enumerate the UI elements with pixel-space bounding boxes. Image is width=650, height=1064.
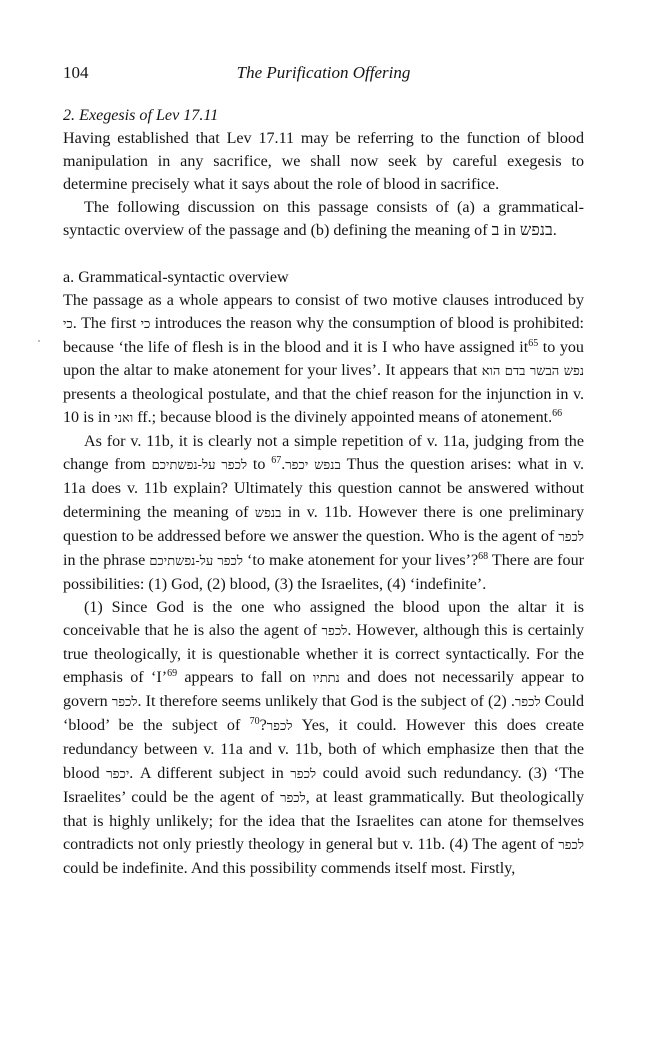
footnote-ref: 65	[528, 337, 539, 349]
paragraph-motive-clauses: The passage as a whole appears to consist of two motive clauses introduced by כי. The first כי introduces the reason why the consumption of blood is prohibited: because ‘the life of flesh is in the blood and it is I who have assigned $it^{65}$ to you upon the altar to make atonement for your lives’. It appears that נפש הבשר בדם הוא presents a theological postulate, and that the chief reason for the injunction in v. 10 is in ואני ff.; because blood is the divinely appointed means of atonement.$^{66}$	[63, 291, 584, 427]
hebrew-term: לכפר על-נפשתיכם	[151, 458, 248, 474]
hebrew-term: כי	[140, 316, 151, 332]
paragraph-agent-options: (1) Since God is the one who assigned the blood upon the altar it is conceivable that he is also the agent of לכפר. However, although this is certainly true theologically, it is questionable whether it is correct syntactically. For the emphasis of ‘I’$^{69}$ appears to fall on נתתיו and does not necessarily appear to govern לכפר. It therefore seems unlikely that God is the subject of לכפר. (2) Could ‘blood’ be the subject of לכפר?$^{70}$ Yes, it could. However this does create redundancy between v. 11a and v. 11b, both of which emphasize then that the blood יכפר. A different subject in לכפר could avoid such redundancy. (3) ‘The Israelites’ could be the agent of לכפר, at least grammatically. But theologically that is highly unlikely; for the idea that the Israelites can atone for themselves contradicts not only priestly theology in general but v. 11b. (4) The agent of לכפר could be indefinite. And this possibility commends itself most. Firstly,	[63, 598, 585, 877]
hebrew-term: נתתיו	[312, 671, 340, 687]
running-title: The Purification Offering	[236, 63, 411, 82]
hebrew-term: לכפר	[290, 766, 317, 782]
book-page	[63, 58, 584, 880]
hebrew-term: נפש הבשר בדם הוא	[481, 363, 584, 379]
footnote-ref: 70	[249, 716, 260, 728]
section-number: 2.	[63, 107, 76, 124]
section-gap	[63, 243, 584, 266]
page-number: 104	[63, 63, 89, 82]
hebrew-term: לכפר	[321, 623, 348, 639]
section-heading	[63, 104, 584, 127]
hebrew-term: לכפר	[266, 719, 293, 735]
scan-speck	[38, 340, 40, 342]
hebrew-term: בנפש יכפר	[285, 458, 341, 474]
paragraph-outline: The following discussion on this passage consists of (a) a grammatical-syntactic overview of the passage and (b) defining the meaning of ב in בנפש.	[63, 199, 584, 240]
hebrew-term: ואני	[114, 411, 134, 427]
footnote-ref: 67	[271, 455, 282, 467]
paragraph-v11b: As for v. 11b, it is clearly not a simple repetition of v. 11a, judging from the change from לכפר על-נפשתיכם to בנפש יכפר.$^{67}$ Thus the question arises: what in v. 11a does v. 11b explain? Ultimately this question cannot be answered without determining the meaning of בנפש in v. 11b. However there is one preliminary question to be addressed before we answer the question. Who is the agent of לכפר in the phrase לכפר על-נפשתיכם ‘to make atonement for your lives’?$^{68}$ There are four possibilities: (1) God, (2) blood, (3) the Israelites, (4) ‘indefinite’.	[63, 433, 584, 593]
footnote-ref: 68	[478, 550, 489, 562]
hebrew-term: לכפר על-נפשתיכם	[149, 553, 243, 569]
hebrew-term: לכפר	[514, 695, 541, 711]
hebrew-term: לכפר	[111, 695, 138, 711]
paragraph-intro: Having established that Lev 17.11 may be referring to the function of blood manipulation in any sacrifice, we shall now seek by careful exegesis to determine precisely what it says about the role of blood in sacrifice.	[63, 130, 584, 194]
hebrew-term: יכפר	[106, 766, 130, 782]
footnote-ref: 69	[167, 668, 178, 680]
running-head	[63, 58, 584, 88]
hebrew-term: לכפר	[280, 790, 306, 806]
subsection-heading: a. Grammatical-syntactic overview	[63, 268, 289, 286]
hebrew-term: לכפר	[558, 837, 584, 853]
hebrew-term: כי	[63, 316, 73, 332]
hebrew-term: בנפש	[254, 505, 282, 521]
body-text	[63, 104, 584, 880]
section-title: Exegesis of Lev 17.11	[79, 107, 219, 124]
footnote-ref: 66	[552, 408, 563, 420]
hebrew-term: לכפר	[558, 529, 584, 545]
